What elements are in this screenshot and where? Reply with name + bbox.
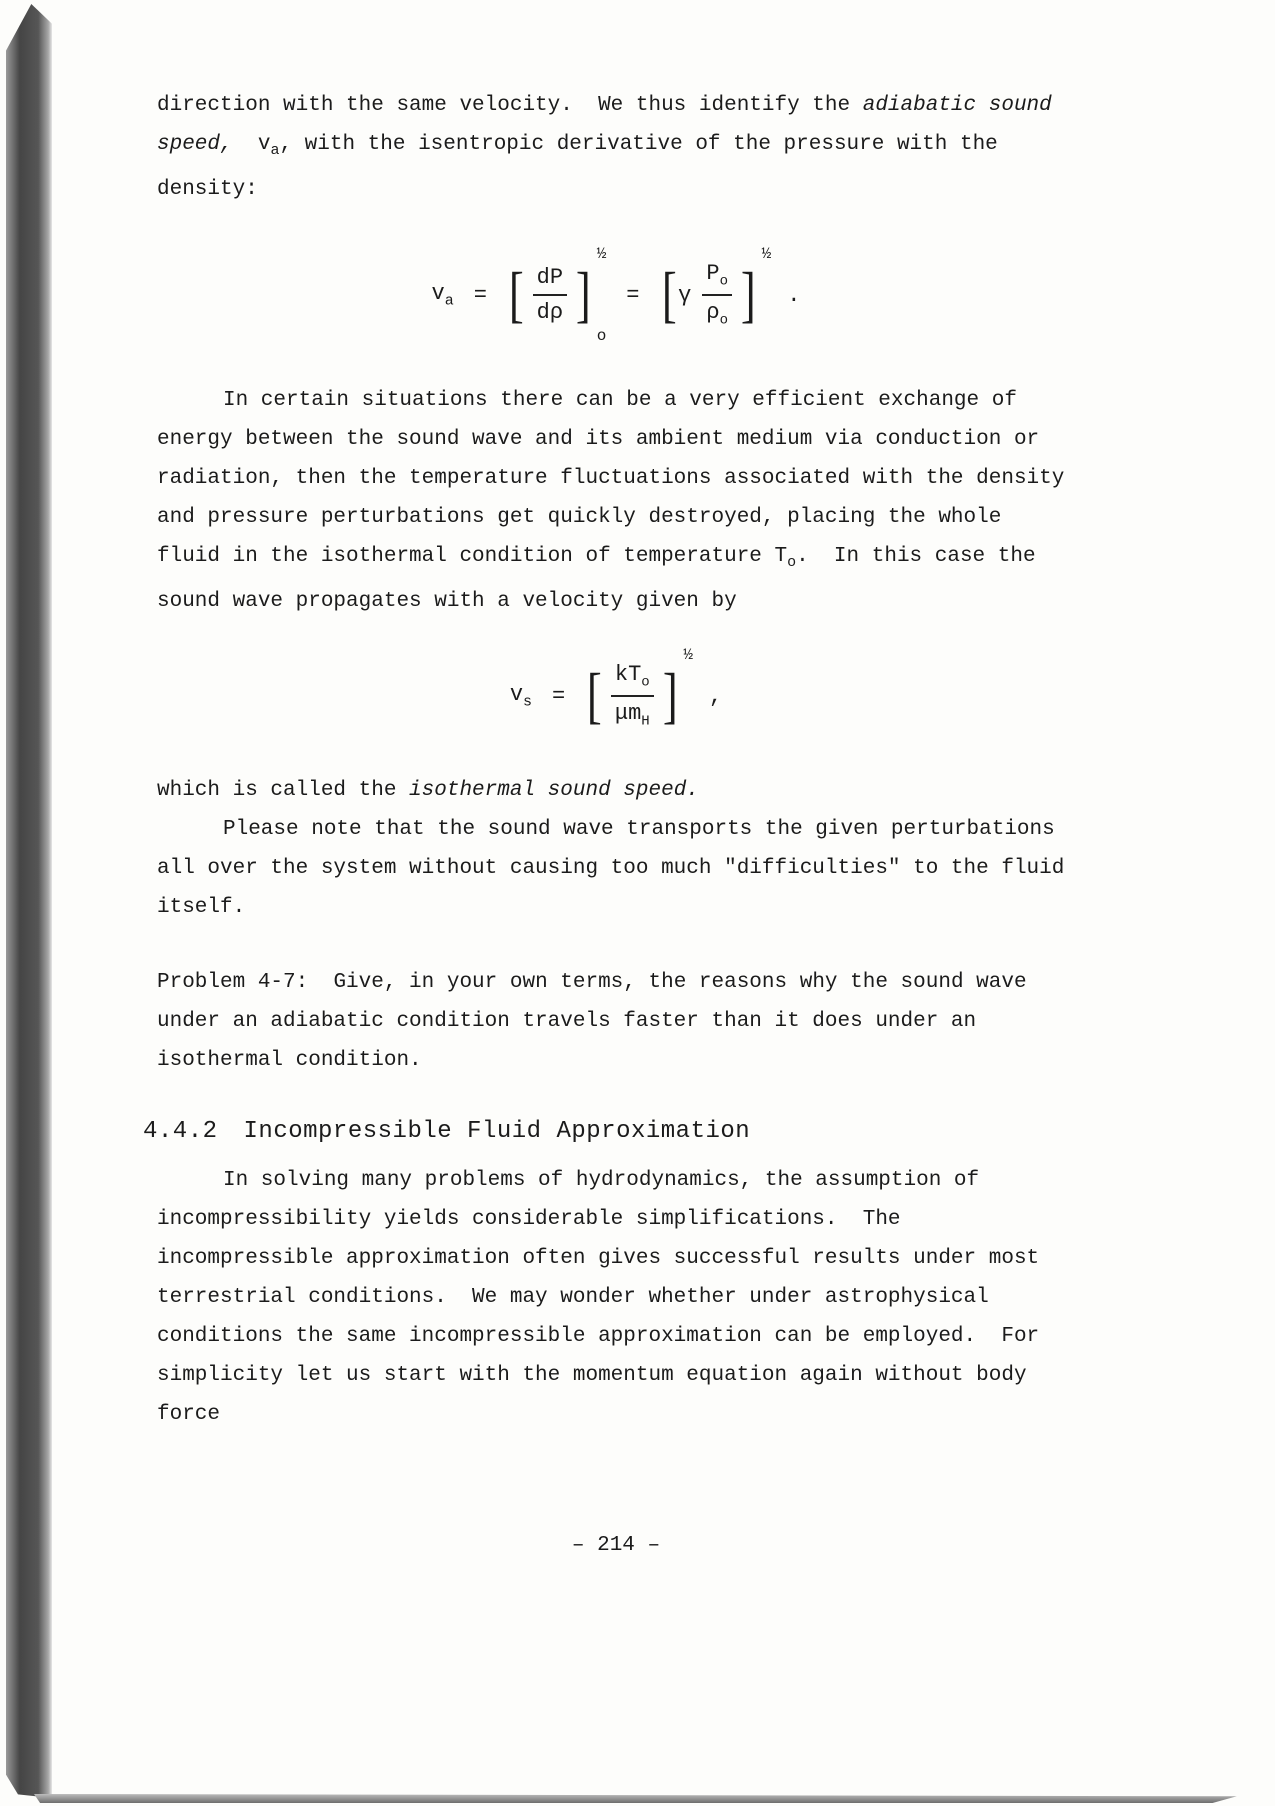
equation-isothermal-sound-speed <box>157 641 1075 751</box>
gamma-symbol: γ <box>678 282 692 308</box>
text-run: In certain situations there can be a very efficient exchange of energy between the sound wave and its ambient medium via conduction or radiation, then the temperature fluctuations associated with the density and pressure perturbations get quickly destroyed, placing the whole fluid in the isothermal condition of temperature T <box>157 389 1077 569</box>
numerator <box>702 260 732 296</box>
book-edge-bottom <box>34 1794 1249 1803</box>
variable-mu-m: μm <box>614 701 642 727</box>
text-run: which is called the <box>157 779 410 803</box>
eq-lhs-vs <box>510 682 532 710</box>
close-bracket: ] <box>575 261 591 330</box>
subscript-o: o <box>719 312 728 329</box>
subscript-o: o <box>641 674 650 691</box>
subscript-o: o <box>719 273 728 290</box>
close-bracket: ] <box>662 662 678 731</box>
exponent <box>683 647 693 745</box>
fraction-dp-drho <box>533 264 567 327</box>
problem-label: Problem 4-7: <box>157 971 309 995</box>
variable-rho: ρ <box>706 300 720 326</box>
text-run: direction with the same velocity. We thus identify the <box>157 94 863 117</box>
variable-v: v <box>509 682 524 708</box>
equals-sign: = <box>626 282 640 308</box>
numerator: dP <box>533 264 567 297</box>
paragraph-isothermal-name <box>157 771 1075 810</box>
equation-period: . <box>787 282 801 308</box>
text-run: v <box>232 133 271 156</box>
variable-kT: kT <box>614 662 642 688</box>
equals-sign: = <box>473 282 487 308</box>
exponent-half: ½ <box>683 646 693 665</box>
subscript-o: o <box>596 327 607 346</box>
denominator: dρ <box>536 300 564 326</box>
exponent-half: ½ <box>761 245 772 264</box>
subscript-a: a <box>444 292 454 310</box>
section-heading-4-4-2 <box>143 1118 1075 1145</box>
paragraph-note: Please note that the sound wave transports the given perturbations all over the system without causing too much "difficulties" to the fluid itself. <box>157 818 1077 920</box>
eq-lhs-va <box>432 281 454 309</box>
exponent <box>762 246 772 344</box>
open-bracket: [ <box>661 261 677 330</box>
subscript-s: s <box>523 693 533 711</box>
variable-v: v <box>431 280 445 306</box>
exponent-and-subscript <box>597 246 607 344</box>
subscript-H: H <box>641 713 650 730</box>
subscript-a: a <box>270 142 280 160</box>
section-title: Incompressible Fluid Approximation <box>243 1118 751 1146</box>
paragraph-intro <box>157 86 1075 209</box>
text-run: . In this case the sound wave propagates with a velocity given by <box>157 545 1049 614</box>
section-number: 4.4.2 <box>143 1118 218 1146</box>
subscript-o: o <box>787 554 797 572</box>
denominator <box>615 697 650 731</box>
problem-4-7-paragraph <box>157 963 1075 1080</box>
page-number: – 214 – <box>571 1534 661 1558</box>
paragraph-incompressible: In solving many problems of hydrodynamics, the assumption of incompressibility yields considerable simplifications. The incompressible approximation often gives successful results under most terrestrial conditions. We may wonder whether under astrophysical conditions the same incompressible approximation can be employed. For simplicity let us start with the momentum equation again without body force <box>157 1169 1052 1427</box>
fraction-po-rhoo <box>702 260 732 330</box>
variable-P: P <box>706 261 720 287</box>
italic-adiabatic-sound-speed: adiabatic sound speed, <box>157 94 1065 156</box>
open-bracket: [ <box>508 261 524 330</box>
paragraph-exchange <box>157 381 1075 621</box>
problem-text: Give, in your own terms, the reasons why the sound wave under an adiabatic condition travels faster than it does under an isothermal condition. <box>157 971 1040 1073</box>
equation-comma: , <box>708 683 723 709</box>
close-bracket: ] <box>740 261 756 330</box>
open-bracket: [ <box>587 662 602 731</box>
equals-sign: = <box>552 683 566 709</box>
numerator <box>611 661 654 697</box>
denominator <box>706 296 728 330</box>
exponent-half: ½ <box>596 245 607 264</box>
text-run: , with the isentropic derivative of the pressure with the density: <box>157 133 1011 202</box>
equation-adiabatic-sound-speed <box>157 235 1075 355</box>
fraction-kto-mumh <box>611 661 654 731</box>
italic-isothermal-sound-speed: isothermal sound speed. <box>409 779 699 803</box>
